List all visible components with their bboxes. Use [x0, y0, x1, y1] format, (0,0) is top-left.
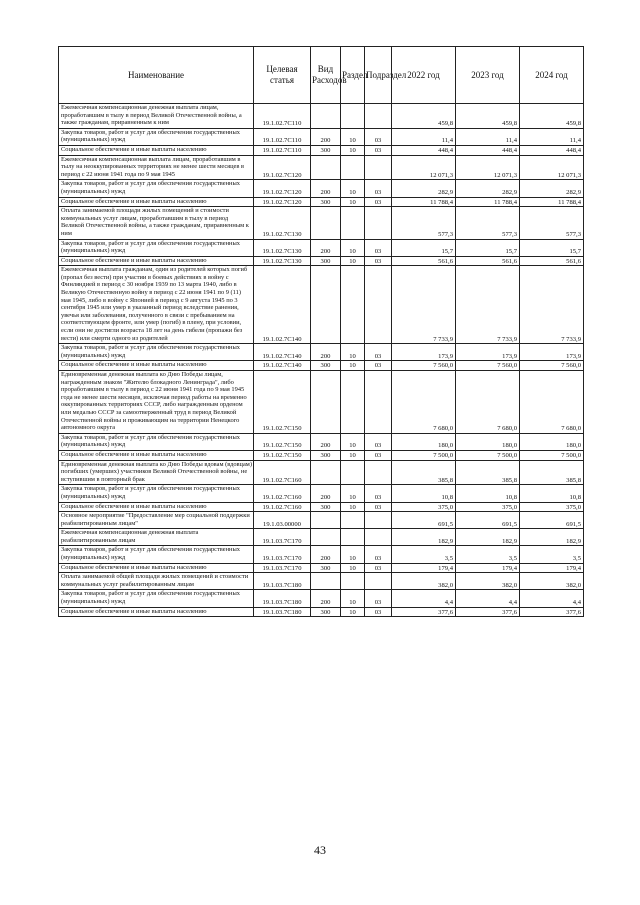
- row-expense-type-cell: 300: [311, 256, 341, 266]
- row-amount-2022-cell: 7 560,0: [392, 361, 456, 371]
- row-target-article-cell: 19.1.02.7С160: [254, 460, 311, 485]
- table-row: [59, 450, 584, 460]
- row-section-cell: 10: [341, 502, 365, 512]
- table-row: [59, 607, 584, 617]
- row-amount-2023-cell: 459,8: [456, 104, 520, 129]
- row-expense-type-cell: 300: [311, 502, 341, 512]
- row-amount-2022-cell: 4,4: [392, 590, 456, 607]
- row-section-cell: [341, 512, 365, 529]
- row-target-article-cell: 19.1.02.7С150: [254, 371, 311, 434]
- row-expense-type-cell: 300: [311, 607, 341, 617]
- row-subsection-cell: 03: [365, 180, 392, 197]
- page-number: 43: [314, 843, 326, 857]
- row-subsection-cell: [365, 573, 392, 590]
- row-amount-2024-cell: 7 500,0: [520, 450, 584, 460]
- row-expense-type-cell: 200: [311, 546, 341, 563]
- row-expense-type-cell: [311, 512, 341, 529]
- row-name-cell: Ежемесячная компенсационная денежная выплата реабилитированным лицам: [59, 529, 254, 546]
- row-expense-type-cell: [311, 104, 341, 129]
- table-row: [59, 433, 584, 450]
- row-amount-2022-cell: 561,6: [392, 256, 456, 266]
- row-target-article-cell: 19.1.03.7С180: [254, 607, 311, 617]
- row-subsection-cell: 03: [365, 590, 392, 607]
- row-amount-2024-cell: 375,0: [520, 502, 584, 512]
- row-target-article-cell: 19.1.02.7С130: [254, 239, 311, 256]
- row-amount-2023-cell: 182,9: [456, 529, 520, 546]
- row-section-cell: [341, 529, 365, 546]
- row-name-cell: Закупка товаров, работ и услуг для обеспечения государственных (муниципальных) нужд: [59, 433, 254, 450]
- row-target-article-cell: 19.1.02.7С110: [254, 104, 311, 129]
- row-amount-2022-cell: 577,3: [392, 207, 456, 239]
- table-row: [59, 145, 584, 155]
- row-amount-2022-cell: 448,4: [392, 145, 456, 155]
- row-target-article-cell: 19.1.03.7С170: [254, 546, 311, 563]
- row-expense-type-cell: 200: [311, 433, 341, 450]
- row-expense-type-cell: 200: [311, 485, 341, 502]
- row-amount-2024-cell: 577,3: [520, 207, 584, 239]
- table-row: [59, 502, 584, 512]
- row-target-article-cell: 19.1.03.7С180: [254, 590, 311, 607]
- row-subsection-cell: [365, 371, 392, 434]
- row-amount-2024-cell: 7 733,9: [520, 266, 584, 344]
- row-subsection-cell: 03: [365, 502, 392, 512]
- row-amount-2024-cell: 11,4: [520, 128, 584, 145]
- row-expense-type-cell: 300: [311, 361, 341, 371]
- row-amount-2024-cell: 4,4: [520, 590, 584, 607]
- table-row: [59, 155, 584, 180]
- row-target-article-cell: 19.1.03.00000: [254, 512, 311, 529]
- row-expense-type-cell: [311, 371, 341, 434]
- table-body: [59, 104, 584, 617]
- row-amount-2022-cell: 12 071,3: [392, 155, 456, 180]
- row-target-article-cell: 19.1.02.7С140: [254, 361, 311, 371]
- row-section-cell: [341, 460, 365, 485]
- table-row: [59, 485, 584, 502]
- row-expense-type-cell: 200: [311, 344, 341, 361]
- budget-table: [58, 46, 584, 617]
- row-name-cell: Ежемесячная выплата гражданам, один из родителей которых погиб (пропал без вести) при участии в боевых действиях в войну с Финляндией в период с 30 ноября 1939 по 13 марта 1940, либо в Великую Отечественную войну в период с 22 июня 1941 по 9 (11) мая 1945, либо в войну с Японией в период с 9 августа 1945 по 3 сентября 1945 или умер в указанный период вследствие ранения, увечья или заболевания, полученного в связи с пребыванием на соответствующем фронте, или умер (погиб) в плену, при условии, если они не достигли возраста 18 лет на день гибели (пропажи без вести) или смерти одного из родителей: [59, 266, 254, 344]
- row-name-cell: Основное мероприятие "Предоставление мер социальной поддержки реабилитированным лицам": [59, 512, 254, 529]
- row-target-article-cell: 19.1.02.7С130: [254, 207, 311, 239]
- row-target-article-cell: 19.1.03.7С180: [254, 573, 311, 590]
- row-amount-2022-cell: 282,9: [392, 180, 456, 197]
- row-section-cell: 10: [341, 128, 365, 145]
- row-expense-type-cell: [311, 460, 341, 485]
- row-amount-2024-cell: 459,8: [520, 104, 584, 129]
- row-amount-2024-cell: 173,9: [520, 344, 584, 361]
- row-target-article-cell: 19.1.02.7С120: [254, 155, 311, 180]
- row-amount-2024-cell: 448,4: [520, 145, 584, 155]
- row-expense-type-cell: 200: [311, 239, 341, 256]
- table-row: [59, 256, 584, 266]
- row-amount-2023-cell: 180,0: [456, 433, 520, 450]
- row-amount-2023-cell: 448,4: [456, 145, 520, 155]
- row-amount-2023-cell: 382,0: [456, 573, 520, 590]
- row-name-cell: Социальное обеспечение и иные выплаты населению: [59, 450, 254, 460]
- row-subsection-cell: 03: [365, 197, 392, 207]
- row-target-article-cell: 19.1.02.7С160: [254, 502, 311, 512]
- row-amount-2023-cell: 11 788,4: [456, 197, 520, 207]
- row-expense-type-cell: 300: [311, 145, 341, 155]
- row-section-cell: 10: [341, 256, 365, 266]
- row-section-cell: [341, 371, 365, 434]
- row-amount-2023-cell: 15,7: [456, 239, 520, 256]
- header-section: Раздел: [341, 47, 365, 104]
- row-name-cell: Закупка товаров, работ и услуг для обеспечения государственных (муниципальных) нужд: [59, 546, 254, 563]
- row-subsection-cell: [365, 104, 392, 129]
- row-section-cell: 10: [341, 433, 365, 450]
- row-amount-2024-cell: 7 560,0: [520, 361, 584, 371]
- table-row: [59, 529, 584, 546]
- row-name-cell: Социальное обеспечение и иные выплаты населению: [59, 361, 254, 371]
- row-amount-2024-cell: 377,6: [520, 607, 584, 617]
- row-name-cell: Единовременная денежная выплата ко Дню Победы вдовам (вдовцам) погибших (умерших) участников Великой Отечественной войны, не вступившим в повторный брак: [59, 460, 254, 485]
- row-expense-type-cell: 300: [311, 197, 341, 207]
- table-row: [59, 361, 584, 371]
- row-amount-2024-cell: 691,5: [520, 512, 584, 529]
- row-section-cell: 10: [341, 197, 365, 207]
- row-amount-2024-cell: 385,8: [520, 460, 584, 485]
- row-section-cell: [341, 155, 365, 180]
- row-expense-type-cell: 300: [311, 563, 341, 573]
- row-amount-2022-cell: 182,9: [392, 529, 456, 546]
- row-subsection-cell: [365, 155, 392, 180]
- table-row: [59, 590, 584, 607]
- row-amount-2023-cell: 173,9: [456, 344, 520, 361]
- row-amount-2023-cell: 11,4: [456, 128, 520, 145]
- row-subsection-cell: 03: [365, 344, 392, 361]
- row-amount-2024-cell: 7 680,0: [520, 371, 584, 434]
- row-amount-2023-cell: 4,4: [456, 590, 520, 607]
- row-amount-2022-cell: 15,7: [392, 239, 456, 256]
- row-amount-2023-cell: 375,0: [456, 502, 520, 512]
- row-name-cell: Ежемесячная компенсационная денежная выплата лицам, проработавшим в тылу в период Великой Отечественной войны, а также гражданам, приравненным к ним: [59, 104, 254, 129]
- row-subsection-cell: 03: [365, 607, 392, 617]
- row-section-cell: [341, 104, 365, 129]
- row-amount-2024-cell: 15,7: [520, 239, 584, 256]
- row-target-article-cell: 19.1.02.7С130: [254, 256, 311, 266]
- budget-table-container: [58, 46, 583, 617]
- row-amount-2022-cell: 11,4: [392, 128, 456, 145]
- row-amount-2022-cell: 11 788,4: [392, 197, 456, 207]
- row-section-cell: [341, 207, 365, 239]
- row-amount-2023-cell: 377,6: [456, 607, 520, 617]
- row-amount-2022-cell: 691,5: [392, 512, 456, 529]
- row-amount-2024-cell: 282,9: [520, 180, 584, 197]
- table-header-row: [59, 47, 584, 104]
- row-amount-2023-cell: 3,5: [456, 546, 520, 563]
- row-amount-2022-cell: 459,8: [392, 104, 456, 129]
- row-section-cell: 10: [341, 180, 365, 197]
- row-section-cell: 10: [341, 485, 365, 502]
- row-amount-2023-cell: 179,4: [456, 563, 520, 573]
- row-subsection-cell: 03: [365, 256, 392, 266]
- row-subsection-cell: 03: [365, 450, 392, 460]
- row-amount-2023-cell: 10,8: [456, 485, 520, 502]
- row-amount-2023-cell: 385,8: [456, 460, 520, 485]
- row-name-cell: Оплата занимаемой общей площади жилых помещений и стоимости коммунальных услуг реабилитированным лицам: [59, 573, 254, 590]
- row-target-article-cell: 19.1.02.7С150: [254, 450, 311, 460]
- row-amount-2022-cell: 10,8: [392, 485, 456, 502]
- row-subsection-cell: [365, 529, 392, 546]
- row-name-cell: Социальное обеспечение и иные выплаты населению: [59, 502, 254, 512]
- row-subsection-cell: [365, 512, 392, 529]
- row-subsection-cell: [365, 460, 392, 485]
- row-section-cell: [341, 573, 365, 590]
- row-name-cell: Социальное обеспечение и иные выплаты населению: [59, 145, 254, 155]
- header-name: Наименование: [59, 47, 254, 104]
- table-row: [59, 239, 584, 256]
- row-amount-2024-cell: 10,8: [520, 485, 584, 502]
- row-amount-2024-cell: 3,5: [520, 546, 584, 563]
- row-section-cell: 10: [341, 563, 365, 573]
- row-name-cell: Закупка товаров, работ и услуг для обеспечения государственных (муниципальных) нужд: [59, 239, 254, 256]
- header-subsection: Подраздел: [365, 47, 392, 104]
- row-amount-2022-cell: 7 680,0: [392, 371, 456, 434]
- row-amount-2023-cell: 7 500,0: [456, 450, 520, 460]
- row-target-article-cell: 19.1.02.7С160: [254, 485, 311, 502]
- row-expense-type-cell: 200: [311, 128, 341, 145]
- row-amount-2024-cell: 182,9: [520, 529, 584, 546]
- row-expense-type-cell: [311, 155, 341, 180]
- row-subsection-cell: 03: [365, 563, 392, 573]
- row-subsection-cell: 03: [365, 361, 392, 371]
- row-section-cell: 10: [341, 590, 365, 607]
- row-section-cell: 10: [341, 361, 365, 371]
- row-subsection-cell: 03: [365, 239, 392, 256]
- row-name-cell: Закупка товаров, работ и услуг для обеспечения государственных (муниципальных) нужд: [59, 180, 254, 197]
- row-name-cell: Закупка товаров, работ и услуг для обеспечения государственных (муниципальных) нужд: [59, 485, 254, 502]
- header-expense-type: Вид Расходов: [311, 47, 341, 104]
- table-row: [59, 207, 584, 239]
- row-amount-2024-cell: 180,0: [520, 433, 584, 450]
- table-row: [59, 546, 584, 563]
- row-amount-2024-cell: 179,4: [520, 563, 584, 573]
- row-amount-2022-cell: 377,6: [392, 607, 456, 617]
- row-target-article-cell: 19.1.02.7С140: [254, 266, 311, 344]
- row-amount-2023-cell: 7 560,0: [456, 361, 520, 371]
- row-amount-2023-cell: 12 071,3: [456, 155, 520, 180]
- row-amount-2024-cell: 11 788,4: [520, 197, 584, 207]
- row-section-cell: 10: [341, 546, 365, 563]
- row-target-article-cell: 19.1.03.7С170: [254, 529, 311, 546]
- row-name-cell: Оплата занимаемой площади жилых помещений и стоимости коммунальных услуг лицам, проработавшим в тылу в период Великой Отечественной войны, а также гражданам, приравненным к ним: [59, 207, 254, 239]
- row-target-article-cell: 19.1.03.7С170: [254, 563, 311, 573]
- row-target-article-cell: 19.1.02.7С110: [254, 145, 311, 155]
- row-subsection-cell: 03: [365, 433, 392, 450]
- row-subsection-cell: 03: [365, 145, 392, 155]
- row-amount-2022-cell: 180,0: [392, 433, 456, 450]
- row-amount-2024-cell: 382,0: [520, 573, 584, 590]
- row-amount-2023-cell: 7 733,9: [456, 266, 520, 344]
- row-amount-2022-cell: 7 500,0: [392, 450, 456, 460]
- table-row: [59, 371, 584, 434]
- table-row: [59, 180, 584, 197]
- row-target-article-cell: 19.1.02.7С110: [254, 128, 311, 145]
- row-expense-type-cell: 200: [311, 590, 341, 607]
- table-row: [59, 266, 584, 344]
- row-section-cell: 10: [341, 145, 365, 155]
- row-section-cell: 10: [341, 344, 365, 361]
- table-row: [59, 197, 584, 207]
- row-name-cell: Ежемесячная компенсационная выплата лицам, проработавшим в тылу на неоккупированных территориях не менее шести месяцев в период с 22 июня 1941 года по 9 мая 1945: [59, 155, 254, 180]
- row-name-cell: Единовременная денежная выплата ко Дню Победы лицам, награжденным знаком "Жителю блокадного Ленинграда", либо проработавшим в тылу в период с 22 июня 1941 года по 9 мая 1945 года не менее шести месяцев, исключая период работы на временно оккупированных территориях СССР, либо награжденным орденом или медалью СССР за самоотверженный труд в период Великой Отечественной войны и проживающим на территории Ненецкого автономного округа: [59, 371, 254, 434]
- row-name-cell: Закупка товаров, работ и услуг для обеспечения государственных (муниципальных) нужд: [59, 128, 254, 145]
- header-year-2024: 2024 год: [520, 47, 584, 104]
- row-subsection-cell: [365, 207, 392, 239]
- row-name-cell: Социальное обеспечение и иные выплаты населению: [59, 607, 254, 617]
- table-row: [59, 104, 584, 129]
- row-name-cell: Закупка товаров, работ и услуг для обеспечения государственных (муниципальных) нужд: [59, 590, 254, 607]
- row-amount-2022-cell: 385,8: [392, 460, 456, 485]
- row-amount-2022-cell: 382,0: [392, 573, 456, 590]
- row-amount-2022-cell: 173,9: [392, 344, 456, 361]
- row-expense-type-cell: 300: [311, 450, 341, 460]
- row-target-article-cell: 19.1.02.7С150: [254, 433, 311, 450]
- row-name-cell: Социальное обеспечение и иные выплаты населению: [59, 197, 254, 207]
- row-section-cell: 10: [341, 607, 365, 617]
- row-subsection-cell: 03: [365, 546, 392, 563]
- row-expense-type-cell: [311, 529, 341, 546]
- row-amount-2022-cell: 179,4: [392, 563, 456, 573]
- row-section-cell: 10: [341, 450, 365, 460]
- row-amount-2023-cell: 561,6: [456, 256, 520, 266]
- table-row: [59, 128, 584, 145]
- header-year-2022: 2022 год: [392, 47, 456, 104]
- header-year-2023: 2023 год: [456, 47, 520, 104]
- row-expense-type-cell: [311, 266, 341, 344]
- row-subsection-cell: 03: [365, 128, 392, 145]
- row-amount-2024-cell: 12 071,3: [520, 155, 584, 180]
- row-target-article-cell: 19.1.02.7С120: [254, 197, 311, 207]
- row-name-cell: Социальное обеспечение и иные выплаты населению: [59, 563, 254, 573]
- table-row: [59, 573, 584, 590]
- row-subsection-cell: 03: [365, 485, 392, 502]
- row-expense-type-cell: [311, 207, 341, 239]
- row-expense-type-cell: [311, 573, 341, 590]
- row-subsection-cell: [365, 266, 392, 344]
- row-amount-2023-cell: 7 680,0: [456, 371, 520, 434]
- row-name-cell: Социальное обеспечение и иные выплаты населению: [59, 256, 254, 266]
- row-amount-2023-cell: 282,9: [456, 180, 520, 197]
- table-row: [59, 460, 584, 485]
- header-target-article: Целевая статья: [254, 47, 311, 104]
- row-target-article-cell: 19.1.02.7С120: [254, 180, 311, 197]
- row-amount-2022-cell: 7 733,9: [392, 266, 456, 344]
- table-row: [59, 512, 584, 529]
- table-row: [59, 344, 584, 361]
- table-row: [59, 563, 584, 573]
- row-section-cell: [341, 266, 365, 344]
- row-amount-2022-cell: 375,0: [392, 502, 456, 512]
- row-name-cell: Закупка товаров, работ и услуг для обеспечения государственных (муниципальных) нужд: [59, 344, 254, 361]
- row-section-cell: 10: [341, 239, 365, 256]
- row-amount-2022-cell: 3,5: [392, 546, 456, 563]
- row-expense-type-cell: 200: [311, 180, 341, 197]
- row-amount-2023-cell: 577,3: [456, 207, 520, 239]
- row-amount-2023-cell: 691,5: [456, 512, 520, 529]
- row-target-article-cell: 19.1.02.7С140: [254, 344, 311, 361]
- row-amount-2024-cell: 561,6: [520, 256, 584, 266]
